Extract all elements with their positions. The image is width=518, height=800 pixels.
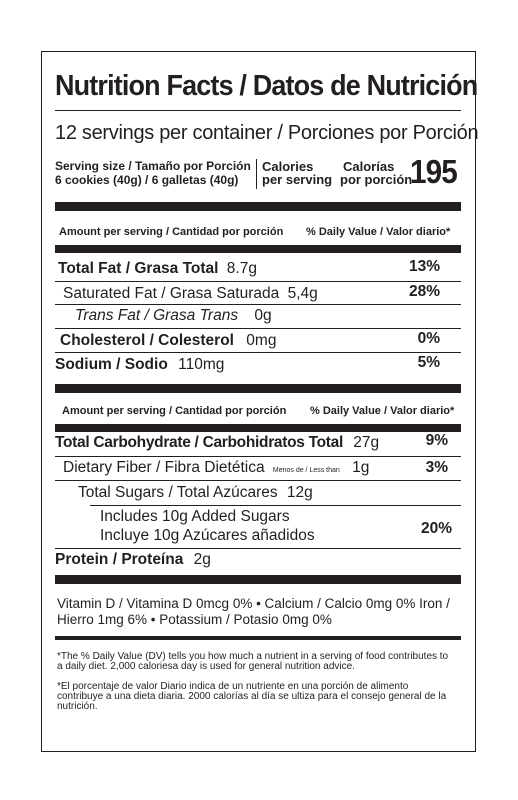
nutrient-name: Saturated Fat / Grasa Saturada bbox=[63, 285, 280, 302]
nutrient-dv: 3% bbox=[425, 459, 448, 476]
nutrient-amount: 8.7g bbox=[226, 260, 257, 277]
divider bbox=[55, 480, 461, 481]
footnote-line: *The % Daily Value (DV) tells you how much a nutrient in a serving of food contributes to bbox=[57, 651, 449, 662]
calories-label-es bbox=[340, 160, 412, 186]
thick-divider bbox=[55, 245, 461, 253]
nutrient-row-sodium bbox=[55, 356, 224, 374]
nutrient-name: Total Fat / Grasa Total bbox=[58, 260, 219, 277]
nutrient-row-added-sugars bbox=[100, 507, 315, 545]
footnote-line: a daily diet. 2,000 caloriesa day is used for general nutrition advice. bbox=[57, 661, 355, 672]
divider bbox=[55, 281, 461, 282]
thick-divider bbox=[55, 202, 461, 211]
divider bbox=[256, 159, 257, 189]
divider bbox=[55, 110, 461, 111]
calories-label-line: Calories bbox=[262, 159, 314, 174]
nutrient-name: Trans Fat / Grasa Trans bbox=[75, 307, 239, 324]
calories-label-line: per serving bbox=[262, 172, 333, 187]
nutrient-row-total-sugars bbox=[78, 484, 313, 502]
amount-header: Amount per serving / Cantidad por porción bbox=[59, 226, 284, 238]
servings-per-container: 12 servings per container / Porciones por Porción bbox=[55, 122, 479, 144]
nutrient-name: Total Sugars / Total Azúcares bbox=[78, 484, 278, 501]
amount-header: Amount per serving / Cantidad por porción bbox=[62, 405, 287, 417]
thick-divider bbox=[55, 575, 461, 584]
nutrient-amount: 0g bbox=[254, 307, 272, 324]
nutrient-dv: 5% bbox=[417, 354, 440, 371]
nutrient-amount: 2g bbox=[193, 551, 211, 568]
vitamins-line: Vitamin D / Vitamina D 0mcg 0% • Calcium / Calcio 0mg 0% Iron / bbox=[57, 596, 450, 611]
calories-value: 195 bbox=[410, 153, 457, 190]
serving-size bbox=[55, 159, 251, 187]
nutrient-amount: 5,4g bbox=[287, 285, 318, 302]
nutrient-dv: 28% bbox=[408, 283, 440, 300]
divider bbox=[55, 456, 461, 457]
divider bbox=[90, 505, 461, 506]
nutrient-row-trans-fat bbox=[75, 307, 272, 325]
nutrient-row-saturated-fat bbox=[63, 285, 318, 303]
thick-divider bbox=[55, 424, 461, 432]
nutrient-amount: 1g bbox=[352, 459, 370, 476]
nutrient-amount: 110mg bbox=[178, 356, 225, 373]
nutrient-name: Cholesterol / Colesterol bbox=[60, 332, 234, 349]
divider bbox=[55, 636, 461, 640]
dv-header: % Daily Value / Valor diario* bbox=[310, 405, 455, 417]
added-sugars-line: Incluye 10g Azúcares añadidos bbox=[100, 527, 315, 544]
nutrient-row-total-carbohydrate bbox=[55, 434, 379, 452]
nutrient-row-cholesterol bbox=[60, 332, 276, 350]
nutrient-name: Dietary Fiber / Fibra Dietética bbox=[63, 459, 265, 476]
footnote-en bbox=[57, 652, 448, 672]
divider bbox=[55, 352, 461, 353]
divider bbox=[55, 548, 461, 549]
thick-divider bbox=[55, 384, 461, 393]
nutrient-qualifier: Menos de / Less than bbox=[272, 467, 340, 474]
nutrient-dv: 0% bbox=[417, 330, 440, 347]
vitamins-line: Hierro 1mg 6% • Potassium / Potasio 0mg 0% bbox=[57, 612, 332, 627]
nutrient-dv: 20% bbox=[420, 520, 452, 537]
vitamins-minerals bbox=[57, 596, 450, 628]
nutrient-amount: 27g bbox=[353, 434, 380, 451]
nutrient-name: Sodium / Sodio bbox=[55, 356, 168, 373]
nutrient-row-protein bbox=[55, 551, 211, 569]
footnote-line: nutrición. bbox=[57, 701, 98, 712]
footnote-line: *El porcentaje de valor Diario indica de un nutriente en una porción de alimento bbox=[57, 681, 409, 692]
nutrient-name: Total Carbohydrate / Carbohidratos Total bbox=[55, 434, 343, 451]
nutrient-row-dietary-fiber bbox=[63, 459, 369, 477]
serving-size-value: 6 cookies (40g) / 6 galletas (40g) bbox=[55, 173, 239, 187]
footnote-line: contribuye a una dieta diaria. 2000 calorías al día se ultiza para el consejo general de la bbox=[57, 691, 447, 702]
nutrient-name: Protein / Proteína bbox=[55, 551, 184, 568]
nutrient-amount: 12g bbox=[286, 484, 313, 501]
nutrient-amount: 0mg bbox=[246, 332, 277, 349]
label-title: Nutrition Facts / Datos de Nutrición bbox=[55, 70, 478, 102]
divider bbox=[55, 328, 461, 329]
calories-label-line: Calorías bbox=[343, 159, 395, 174]
footnote-es bbox=[57, 682, 446, 712]
dv-header: % Daily Value / Valor diario* bbox=[306, 226, 451, 238]
nutrient-dv: 9% bbox=[425, 432, 448, 449]
calories-label-line: por porción bbox=[340, 172, 413, 187]
nutrient-dv: 13% bbox=[408, 258, 440, 275]
calories-label-en bbox=[262, 160, 332, 186]
divider bbox=[55, 304, 461, 305]
added-sugars-line: Includes 10g Added Sugars bbox=[100, 508, 290, 525]
nutrient-row-total-fat bbox=[58, 260, 257, 278]
serving-size-label: Serving size / Tamaño por Porción bbox=[55, 159, 251, 173]
